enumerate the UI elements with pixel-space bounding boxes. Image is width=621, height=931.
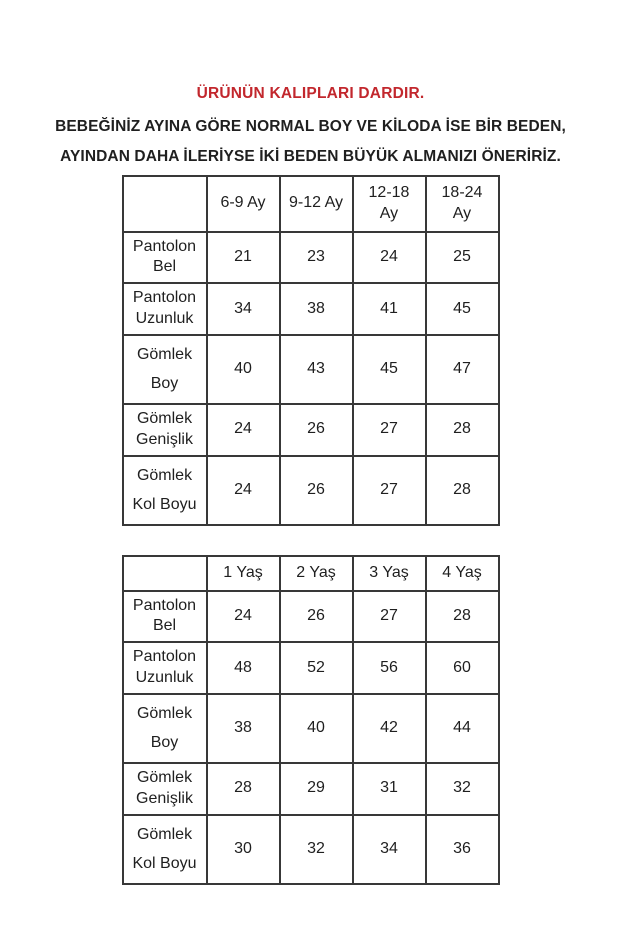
size-value: 52 [280,642,353,694]
size-value: 28 [426,404,499,456]
size-value: 36 [426,815,499,884]
size-value: 30 [207,815,280,884]
row-label: Pantolon Uzunluk [123,283,207,335]
size-value: 40 [280,694,353,763]
size-value: 47 [426,335,499,404]
page-title: ÜRÜNÜN KALIPLARI DARDIR. [196,85,425,102]
column-header: 12-18 Ay [353,176,426,232]
table-row [123,232,499,284]
size-value: 28 [426,456,499,525]
row-label: Gömlek Boy [123,335,207,404]
size-value: 43 [280,335,353,404]
size-value: 34 [353,815,426,884]
size-value: 27 [353,591,426,643]
header-row [123,176,499,232]
row-label: Gömlek Genişlik [123,404,207,456]
size-value: 45 [353,335,426,404]
row-label: Gömlek Genişlik [123,763,207,815]
row-label: Gömlek Kol Boyu [123,456,207,525]
size-value: 29 [280,763,353,815]
size-value: 32 [426,763,499,815]
size-value: 23 [280,232,353,284]
table-row [123,815,499,884]
size-value: 60 [426,642,499,694]
size-value: 42 [353,694,426,763]
size-value: 25 [426,232,499,284]
size-value: 38 [280,283,353,335]
table-row [123,694,499,763]
size-value: 24 [207,404,280,456]
size-table-years [122,555,500,885]
table-row [123,456,499,525]
table-row [123,283,499,335]
size-table-months [122,175,500,526]
size-value: 41 [353,283,426,335]
size-value: 34 [207,283,280,335]
row-label: Gömlek Boy [123,694,207,763]
column-header: 2 Yaş [280,556,353,591]
row-label: Pantolon Uzunluk [123,642,207,694]
size-value: 24 [353,232,426,284]
header-row [123,556,499,591]
row-label: Pantolon Bel [123,591,207,643]
column-header: 4 Yaş [426,556,499,591]
size-value: 56 [353,642,426,694]
corner-cell [123,556,207,591]
size-value: 26 [280,456,353,525]
size-value: 26 [280,591,353,643]
size-value: 26 [280,404,353,456]
size-value: 24 [207,591,280,643]
size-value: 28 [207,763,280,815]
size-value: 45 [426,283,499,335]
size-value: 21 [207,232,280,284]
column-header: 3 Yaş [353,556,426,591]
table-row [123,335,499,404]
size-value: 32 [280,815,353,884]
subtitle-line-1: BEBEĞİNİZ AYINA GÖRE NORMAL BOY VE KİLODA İSE BİR BEDEN, [55,118,566,135]
table-row [123,404,499,456]
table-row [123,763,499,815]
size-value: 31 [353,763,426,815]
table-row [123,591,499,643]
column-header: 1 Yaş [207,556,280,591]
size-value: 28 [426,591,499,643]
size-value: 38 [207,694,280,763]
subtitle-line-2: AYINDAN DAHA İLERİYSE İKİ BEDEN BÜYÜK ALMANIZI ÖNERİRİZ. [60,148,561,165]
column-header: 18-24 Ay [426,176,499,232]
size-value: 40 [207,335,280,404]
size-value: 24 [207,456,280,525]
size-value: 44 [426,694,499,763]
size-value: 27 [353,456,426,525]
row-label: Gömlek Kol Boyu [123,815,207,884]
column-header: 9-12 Ay [280,176,353,232]
table-row [123,642,499,694]
size-value: 27 [353,404,426,456]
row-label: Pantolon Bel [123,232,207,284]
corner-cell [123,176,207,232]
size-value: 48 [207,642,280,694]
column-header: 6-9 Ay [207,176,280,232]
